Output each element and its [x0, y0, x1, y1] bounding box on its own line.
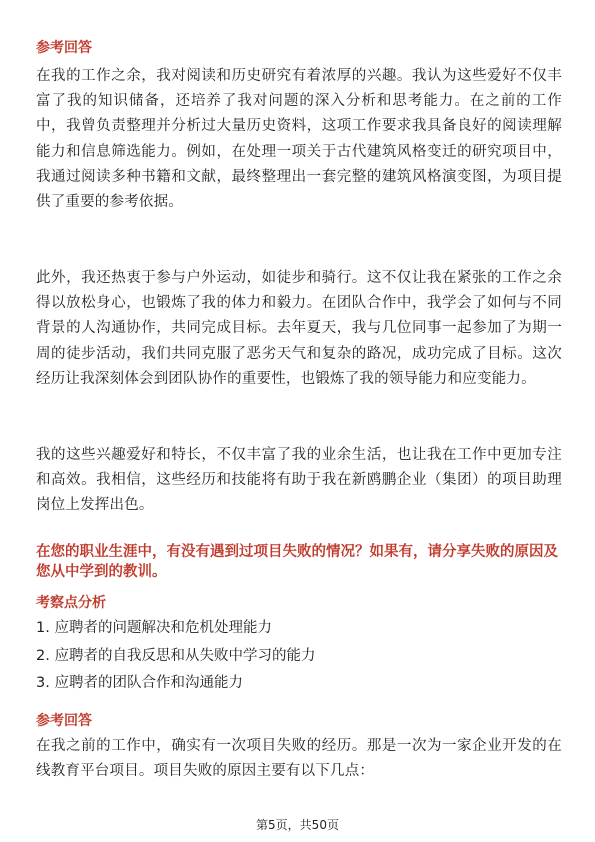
answer-paragraph-3: 我的这些兴趣爱好和特长，不仅丰富了我的业余生活，也让我在工作中更加专注和高效。我相信，这些经历和技能将有助于我在新鸥鹏企业（集团）的项目助理岗位上发挥出色。 [36, 447, 562, 514]
analysis-item-3: 3. 应聘者的团队合作和沟通能力 [36, 675, 243, 691]
interview-question: 在您的职业生涯中，有没有遇到过项目失败的情况？如果有，请分享失败的原因及您从中学到的教训。 [36, 544, 558, 580]
analysis-item-2: 2. 应聘者的自我反思和从失败中学习的能力 [36, 647, 316, 664]
answer-paragraph-2: 此外，我还热衷于参与户外运动，如徒步和骑行。这不仅让我在紧张的工作之余得以放松身心，也锻炼了我的体力和毅力。在团队合作中，我学会了如何与不同背景的人沟通协作，共同完成目标。去年夏天，我与几位同事一起参加了为期一周的徒步活动，我们共同克服了恶劣天气和复杂的路况，成功完成了目标。这次经历让我深刻体会到团队协作的重要性，也锻炼了我的领导能力和应变能力。 [36, 270, 562, 387]
analysis-list [36, 615, 315, 698]
answer-paragraph-4: 在我之前的工作中，确实有一次项目失败的经历。那是一次为一家企业开发的在线教育平台项目。项目失败的原因主要有以下几点： [36, 738, 562, 780]
answer-paragraph-1: 在我的工作之余，我对阅读和历史研究有着浓厚的兴趣。我认为这些爱好不仅丰富了我的知识储备，还培养了我对问题的深入分析和思考能力。在之前的工作中，我曾负责整理并分析过大量历史资料，这项工作要求我具备良好的阅读理解能力和信息筛选能力。例如，在处理一项关于古代建筑风格变迁的研究项目中，我通过阅读多种书籍和文献，最终整理出一套完整的建筑风格演变图，为项目提供了重要的参考依据。 [36, 68, 562, 211]
analysis-item-1: 1. 应聘者的问题解决和危机处理能力 [36, 620, 272, 636]
reference-answer-heading-2: 参考回答 [36, 713, 92, 729]
reference-answer-heading: 参考回答 [36, 40, 92, 56]
page-number: 第5页，共50页 [256, 818, 339, 832]
analysis-heading: 考察点分析 [36, 595, 106, 611]
